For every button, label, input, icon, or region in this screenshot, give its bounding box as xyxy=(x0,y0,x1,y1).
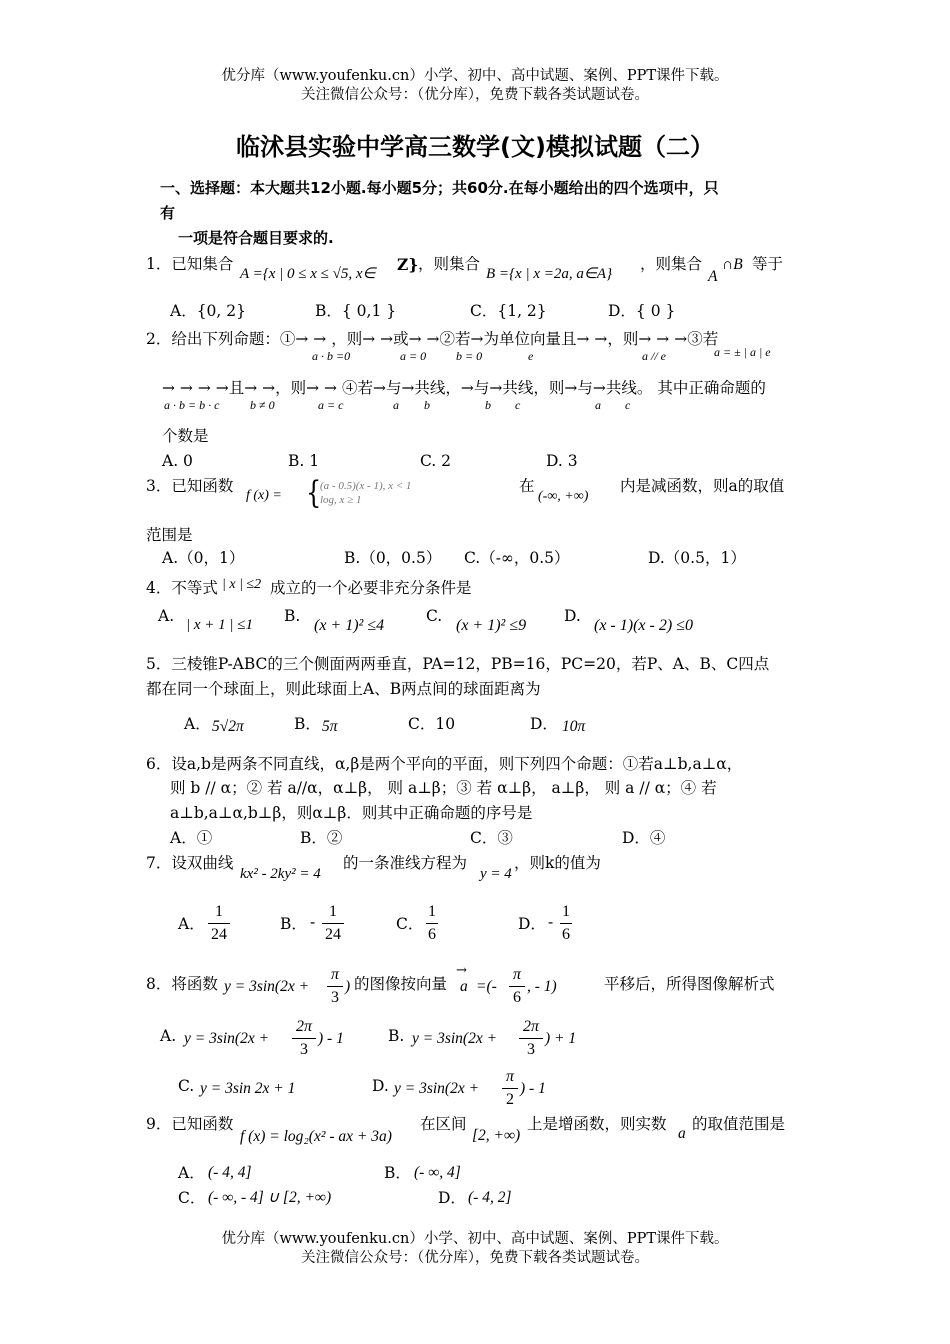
q2-option-c: C. 2 xyxy=(420,452,452,470)
q3-option-b: B.（0，0.5） xyxy=(344,549,442,567)
q8-func-pre: y = 3sin(2x + xyxy=(224,978,310,995)
q1-set-z: Z} xyxy=(397,255,419,274)
q5-line-1: 5．三棱锥P-ABC的三个侧面两两垂直，PA=12，PB=16，PC=20，若P、A、B、C四点 xyxy=(146,655,770,673)
q9-option-d-label: D． xyxy=(438,1189,466,1207)
q8-option-c-label: C. xyxy=(178,1077,195,1095)
q7-d-den: 6 xyxy=(562,926,570,943)
q9-option-b: (- ∞, 4] xyxy=(414,1164,461,1181)
q1-set-b: B ={x | x =2a, a∈A} xyxy=(486,266,613,282)
q9-mid: 在区间 xyxy=(420,1115,467,1133)
q3-interval: (-∞, +∞) xyxy=(538,489,589,504)
q2-option-d: D. 3 xyxy=(546,452,578,470)
q8-option-a-pre: y = 3sin(2x + xyxy=(184,1030,270,1047)
q6-option-d: D．④ xyxy=(622,829,666,847)
q8-option-d-pre: y = 3sin(2x + xyxy=(394,1080,480,1097)
q9-tail: 上是增函数，则实数 xyxy=(527,1115,667,1133)
q2-option-a: A. 0 xyxy=(162,452,193,470)
q6-option-c: C．③ xyxy=(470,829,513,847)
q3-stem: 3．已知函数 xyxy=(146,477,234,495)
q3-func-name: f (x) = xyxy=(246,488,282,503)
q8-option-a-frac xyxy=(292,1018,316,1059)
q8-option-b-label: B. xyxy=(388,1027,405,1045)
q9-func: f (x) = log₂(x² - ax + 3a) xyxy=(240,1128,392,1145)
q8-option-c: y = 3sin 2x + 1 xyxy=(200,1080,296,1097)
q9-option-c: (- ∞, - 4] ∪ [2, +∞) xyxy=(208,1189,332,1206)
q8-stem: 8．将函数 xyxy=(146,975,218,993)
q3-func-bot: log, x ≥ 1 xyxy=(320,494,362,506)
q2-sub-15: c xyxy=(625,398,631,412)
section-intro-line-2: 有 xyxy=(160,204,176,222)
q9-option-c-label: C． xyxy=(178,1189,206,1207)
q4-option-d-label: D. xyxy=(564,607,581,625)
q5-option-c: C．10 xyxy=(408,715,456,733)
q7-b-den: 24 xyxy=(325,926,341,943)
q1-option-d: D．{ 0 } xyxy=(608,302,676,320)
q8-vec: a xyxy=(460,978,468,995)
q8-option-a-post: ) - 1 xyxy=(318,1030,344,1047)
q9-var: a xyxy=(678,1125,686,1142)
q6-line-1: 6．设a,b是两条不同直线，α,β是两个平向的平面，则下列四个命题：①若a⊥b,a⊥α， xyxy=(146,755,743,773)
q9-tail-2: 的取值范围是 xyxy=(692,1115,786,1133)
q2-sub-14: a xyxy=(595,398,601,412)
q2-sub-5: a // e xyxy=(642,349,666,363)
q2-sub-13: c xyxy=(515,398,521,412)
q8-mid: 的图像按向量 xyxy=(354,975,448,993)
q7-option-a-frac xyxy=(208,903,230,944)
q6-line-3: a⊥b,a⊥α,b⊥β，则α⊥β．则其中正确命题的序号是 xyxy=(170,804,533,822)
q8-option-b-num: 2π xyxy=(522,1018,539,1035)
page-title: 临沭县实验中学高三数学(文)模拟试题（二） xyxy=(236,133,714,161)
q6-option-b: B．② xyxy=(300,829,343,847)
q5-line-2: 都在同一个球面上，则此球面上A、B两点间的球面距离为 xyxy=(146,680,541,698)
q1-cap-b: ∩B xyxy=(722,256,743,273)
q2-line-1: 2．给出下列命题：①→ → ，则→ →或→ →②若→为单位向量且→ →，则→ → →③若 xyxy=(146,330,719,348)
q2-sub-10: a xyxy=(393,398,399,412)
q5-option-b: 5π xyxy=(322,718,338,735)
q4-stem: 4．不等式 xyxy=(146,579,218,597)
q7-a-num: 1 xyxy=(215,903,223,920)
q7-option-c-label: C． xyxy=(396,915,424,933)
q8-func-post: ) xyxy=(345,978,351,995)
q7-option-a-label: A． xyxy=(178,915,205,933)
q7-option-b-sign: - xyxy=(310,913,316,931)
q2-sub-9: a = c xyxy=(318,398,344,412)
q7-line-eq: y = 4 xyxy=(480,866,512,882)
q8-option-b-frac xyxy=(519,1018,543,1059)
q3-tail: 内是减函数，则a的取值 xyxy=(620,477,785,495)
q2-sub-6: a = ± | a | e xyxy=(714,345,771,359)
q7-b-num: 1 xyxy=(329,903,337,920)
q1-stem-b: ，则集合 xyxy=(418,255,481,273)
q4-option-d: (x - 1)(x - 2) ≤0 xyxy=(594,617,693,634)
q8-func-den: 3 xyxy=(331,989,339,1006)
q3-func-top: (a - 0.5)(x - 1), x < 1 xyxy=(320,480,412,492)
q8-option-b-den: 3 xyxy=(527,1041,535,1058)
q2-sub-1: a · b =0 xyxy=(312,349,351,363)
q7-option-b-label: B． xyxy=(280,915,307,933)
q7-option-c-frac xyxy=(426,903,438,944)
q2-sub-3: b = 0 xyxy=(456,349,483,363)
q3-line-2: 范围是 xyxy=(146,526,193,544)
q2-option-b: B. 1 xyxy=(288,452,320,470)
q7-d-num: 1 xyxy=(562,903,570,920)
q8-vec-arrow: → xyxy=(456,963,467,978)
q3-option-d: D.（0.5，1） xyxy=(648,549,746,567)
q5-option-a-label: A． xyxy=(184,715,211,733)
q2-sub-12: b xyxy=(485,398,491,412)
q4-option-c: (x + 1)² ≤9 xyxy=(456,617,527,634)
q2-line-2: → → → →且→ →，则→ → ④若→与→共线，→与→共线，则→与→共线。 其中正确命题的 xyxy=(162,379,766,397)
q7-c-num: 1 xyxy=(428,903,436,920)
footer-line-1: 优分库（www.youfenku.cn）小学、初中、高中试题、案例、PPT课件下载。 xyxy=(221,1231,729,1247)
q9-stem: 9．已知函数 xyxy=(146,1115,234,1133)
q1-stem-a: 1．已知集合 xyxy=(146,255,234,273)
q1-option-b: B．{ 0,1 } xyxy=(315,302,397,320)
q8-vec-post: , - 1) xyxy=(527,978,557,995)
q6-option-a: A．① xyxy=(170,829,213,847)
q9-option-b-label: B． xyxy=(384,1164,411,1182)
q7-option-d-label: D． xyxy=(518,915,546,933)
q7-c-den: 6 xyxy=(428,926,436,943)
q7-tail: ，则k的值为 xyxy=(514,854,601,872)
q3-option-c: C.（-∞，0.5） xyxy=(464,549,570,567)
q1-option-c: C．{1, 2} xyxy=(470,302,547,320)
q7-a-den: 24 xyxy=(211,926,227,943)
q8-vec-pre: =(- xyxy=(476,978,497,995)
q1-stem-d: 等于 xyxy=(752,255,784,273)
q8-vec-frac xyxy=(509,966,525,1007)
q4-option-b-label: B. xyxy=(284,607,301,625)
q8-option-a-num: 2π xyxy=(295,1018,312,1035)
q7-curve: kx² - 2ky² = 4 xyxy=(240,866,321,882)
q8-tail: 平移后，所得图像解析式 xyxy=(604,975,775,993)
q2-sub-11: b xyxy=(424,398,430,412)
q8-vec-den: 6 xyxy=(513,989,521,1006)
q9-interval: [2, +∞) xyxy=(472,1127,521,1144)
q4-tail: 成立的一个必要非充分条件是 xyxy=(270,579,472,597)
q3-mid: 在 xyxy=(519,477,535,495)
q8-func-num: π xyxy=(330,966,339,983)
q8-option-d-frac xyxy=(502,1068,518,1109)
section-intro-line-3: 一项是符合题目要求的. xyxy=(178,229,334,247)
q5-option-a: 5√2π xyxy=(212,718,244,735)
q9-option-a: (- 4, 4] xyxy=(208,1164,252,1181)
q5-option-d: 10π xyxy=(562,718,586,735)
q4-option-a-label: A. xyxy=(158,607,175,625)
q7-option-d-frac xyxy=(560,903,572,944)
q2-line-3: 个数是 xyxy=(162,427,209,445)
q2-sub-4: e xyxy=(528,349,534,363)
q8-option-a-label: A. xyxy=(160,1027,177,1045)
q1-set-a: A ={x | 0 ≤ x ≤ √5, x∈ xyxy=(240,266,376,282)
q4-option-b: (x + 1)² ≤4 xyxy=(314,617,385,634)
q2-sub-8: b ≠ 0 xyxy=(250,398,275,412)
q6-line-2: 则 b // α；② 若 a//α，α⊥β， 则 a⊥β；③ 若 α⊥β， a⊥β， 则 a // α；④ 若 xyxy=(170,779,717,797)
q4-expr: | x | ≤2 xyxy=(222,577,262,592)
q9-option-d: (- 4, 2] xyxy=(468,1189,512,1206)
q4-option-c-label: C. xyxy=(426,607,443,625)
q8-option-b-post: ) + 1 xyxy=(545,1030,577,1047)
footer-line-2: 关注微信公众号：（优分库），免费下载各类试题试卷。 xyxy=(301,1250,649,1266)
q8-func-frac xyxy=(327,966,343,1007)
q2-sub-2: a = 0 xyxy=(400,349,427,363)
q3-brace: { xyxy=(306,474,322,511)
q2-sub-7: a · b = b · c xyxy=(164,398,220,412)
q8-option-d-label: D. xyxy=(372,1077,389,1095)
q5-option-b-label: B． xyxy=(294,715,321,733)
section-intro-line-1: 一、选择题：本大题共12小题.每小题5分；共60分.在每小题给出的四个选项中，只 xyxy=(160,179,719,197)
q7-stem: 7．设双曲线 xyxy=(146,854,234,872)
q5-option-d-label: D． xyxy=(530,715,558,733)
q8-option-d-post: ) - 1 xyxy=(520,1080,546,1097)
q4-option-a: | x + 1 | ≤1 xyxy=(186,617,254,633)
q8-option-d-den: 2 xyxy=(506,1091,514,1108)
q7-mid: 的一条准线方程为 xyxy=(343,854,468,872)
q3-option-a: A.（0，1） xyxy=(162,549,245,567)
header-line-1: 优分库（www.youfenku.cn）小学、初中、高中试题、案例、PPT课件下载。 xyxy=(221,68,729,84)
q7-option-b-frac xyxy=(322,903,344,944)
header-line-2: 关注微信公众号：（优分库），免费下载各类试题试卷。 xyxy=(301,87,649,103)
q8-option-a-den: 3 xyxy=(300,1041,308,1058)
q1-stem-c: ，则集合 xyxy=(640,255,703,273)
q8-vec-num: π xyxy=(512,966,521,983)
q1-a-letter: A xyxy=(708,268,718,285)
q9-option-a-label: A． xyxy=(178,1164,205,1182)
q7-option-d-sign: - xyxy=(548,913,554,931)
q8-option-b-pre: y = 3sin(2x + xyxy=(412,1030,498,1047)
q8-option-d-num: π xyxy=(505,1068,514,1085)
q1-option-a: A．{0, 2} xyxy=(170,302,246,320)
